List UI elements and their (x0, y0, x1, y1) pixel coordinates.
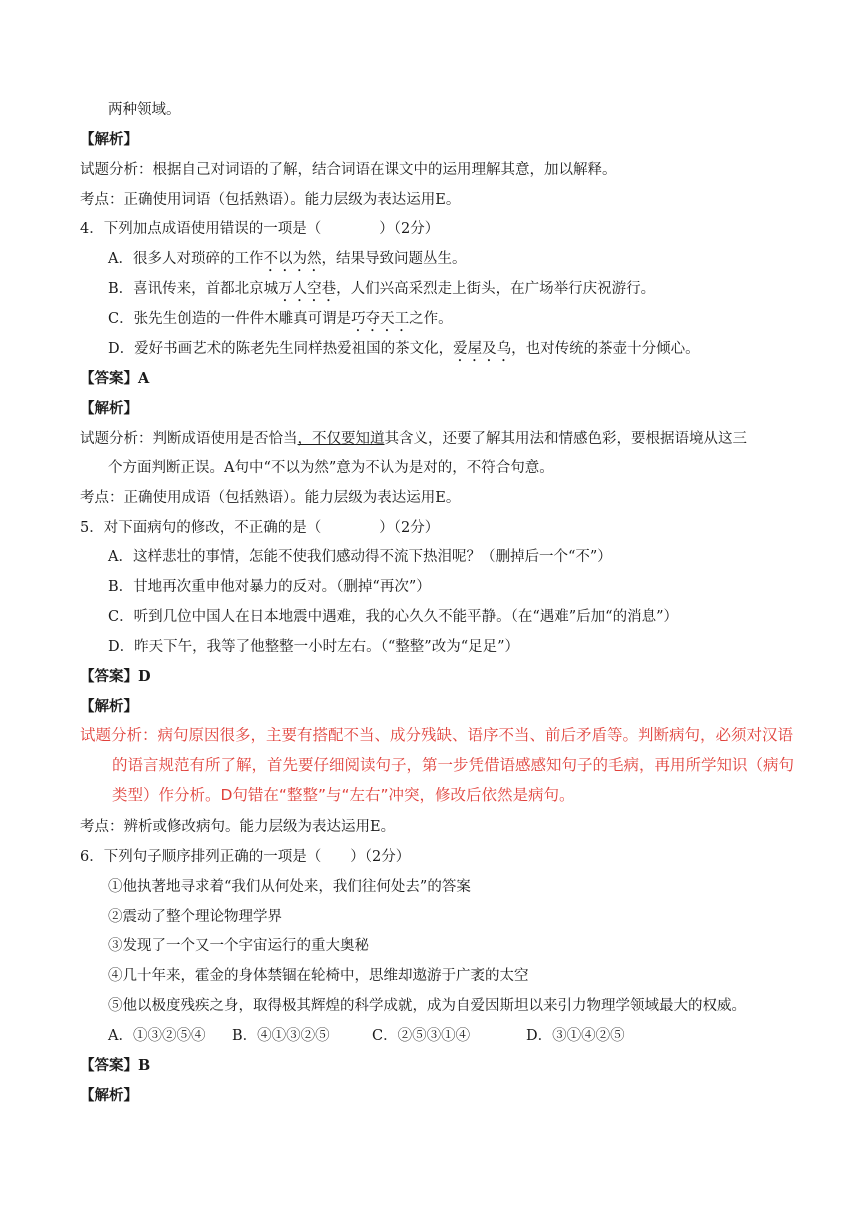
q6-option-a: A．①③②⑤④ (108, 1028, 206, 1044)
q6-options (108, 1026, 625, 1046)
sentence-2: ②震动了整个理论物理学界 (108, 909, 282, 925)
sentence-3: ③发现了一个又一个宇宙运行的重大奥秘 (108, 938, 369, 954)
option-text: B．喜讯传来，首都北京城 (108, 281, 279, 297)
option-text: ，结果导致问题丛生。 (321, 251, 467, 267)
text-line: 两种领域。 (108, 102, 181, 118)
q5-option-d: D．昨天下午，我等了他整整一小时左右。（“整整”改为“足足”） (108, 639, 520, 655)
option-text: A．很多人对琐碎的工作 (108, 251, 264, 267)
answer-4: 【答案】A (80, 370, 150, 387)
question-4: 4．下列加点成语使用错误的一项是（ ）（2分） (80, 221, 440, 237)
option-text: C．张先生创造的一件件木雕真可谓是 (108, 311, 352, 327)
sentence-5: ⑤他以极度残疾之身，取得极其辉煌的科学成就，成为自爱因斯坦以来引力物理学领域最大的权威。 (108, 998, 746, 1014)
q5-option-b: B．甘地再次重申他对暴力的反对。（删掉“再次”） (108, 579, 431, 595)
option-text: D．爱好书画艺术的陈老先生同样热爱祖国的茶文化， (108, 341, 454, 357)
analysis-heading: 【解析】 (80, 698, 138, 715)
dotted-idiom: 不以为然 (263, 251, 322, 267)
analysis-text: 试题分析：根据自己对词语的了解，结合词语在课文中的运用理解其意，加以解释。 (80, 162, 617, 178)
analysis-heading: 【解析】 (80, 400, 138, 417)
test-point: 考点：正确使用成语（包括熟语）。能力层级为表达运用E。 (80, 490, 461, 506)
analysis-heading: 【解析】 (80, 131, 138, 148)
question-5: 5．对下面病句的修改，不正确的是（ ）（2分） (80, 520, 440, 536)
analysis-text-cont: 个方面判断正误。A句中“不以为然”意为不认为是对的，不符合句意。 (108, 460, 554, 476)
dotted-idiom: 万人空巷 (278, 281, 337, 297)
analysis-part: 其含义，还要了解其用法和情感色彩，要根据语境从这三 (384, 431, 747, 447)
red-analysis-cont: 的语言规范有所了解，首先要仔细阅读句子，第一步凭借语感感知句子的毛病，再用所学知识（病句类型）作分析。D句错在“整整”与“左右”冲突，修改后依然是病句。 (112, 756, 795, 804)
underlined-text: ，不仅要知道 (297, 431, 385, 447)
q6-option-c: C．②⑤③①④ (372, 1028, 471, 1044)
dotted-idiom: 爱屋及乌 (453, 341, 512, 357)
q4-option-d (108, 339, 700, 365)
answer-5: 【答案】D (80, 668, 151, 685)
question-6: 6．下列句子顺序排列正确的一项是（ ）（2分） (80, 849, 411, 865)
q6-option-b: B．④①③②⑤ (232, 1028, 330, 1044)
analysis-part: 试题分析：判断成语使用是否恰当 (80, 431, 298, 447)
analysis-heading: 【解析】 (80, 1087, 138, 1104)
test-point: 考点：辨析或修改病句。能力层级为表达运用E。 (80, 819, 396, 835)
option-text: 之作。 (409, 311, 453, 327)
q4-option-c (108, 309, 453, 335)
q5-option-c: C．听到几位中国人在日本地震中遇难，我的心久久不能平静。（在“遇难”后加“的消息”） (108, 609, 678, 625)
q4-option-a (108, 249, 466, 275)
sentence-4: ④几十年来，霍金的身体禁锢在轮椅中，思维却遨游于广袤的太空 (108, 968, 529, 984)
red-analysis-line: 试题分析：病句原因很多，主要有搭配不当、成分残缺、语序不当、前后矛盾等。判断病句，必须对汉语 (80, 726, 794, 744)
answer-6: 【答案】B (80, 1057, 151, 1074)
analysis-text (80, 429, 747, 449)
dotted-idiom: 巧夺天工 (351, 311, 410, 327)
option-text: ，人们兴高采烈走上街头，在广场举行庆祝游行。 (336, 281, 656, 297)
q4-option-b (108, 279, 655, 305)
test-point: 考点：正确使用词语（包括熟语）。能力层级为表达运用E。 (80, 192, 461, 208)
sentence-1: ①他执著地寻求着“我们从何处来，我们往何处去”的答案 (108, 879, 471, 895)
red-analysis-block (80, 720, 800, 810)
q6-option-d: D．③①④②⑤ (526, 1028, 625, 1044)
option-text: ，也对传统的茶壶十分倾心。 (511, 341, 700, 357)
q5-option-a: A．这样悲壮的事情，怎能不使我们感动得不流下热泪呢？（删掉后一个“不”） (108, 549, 612, 565)
